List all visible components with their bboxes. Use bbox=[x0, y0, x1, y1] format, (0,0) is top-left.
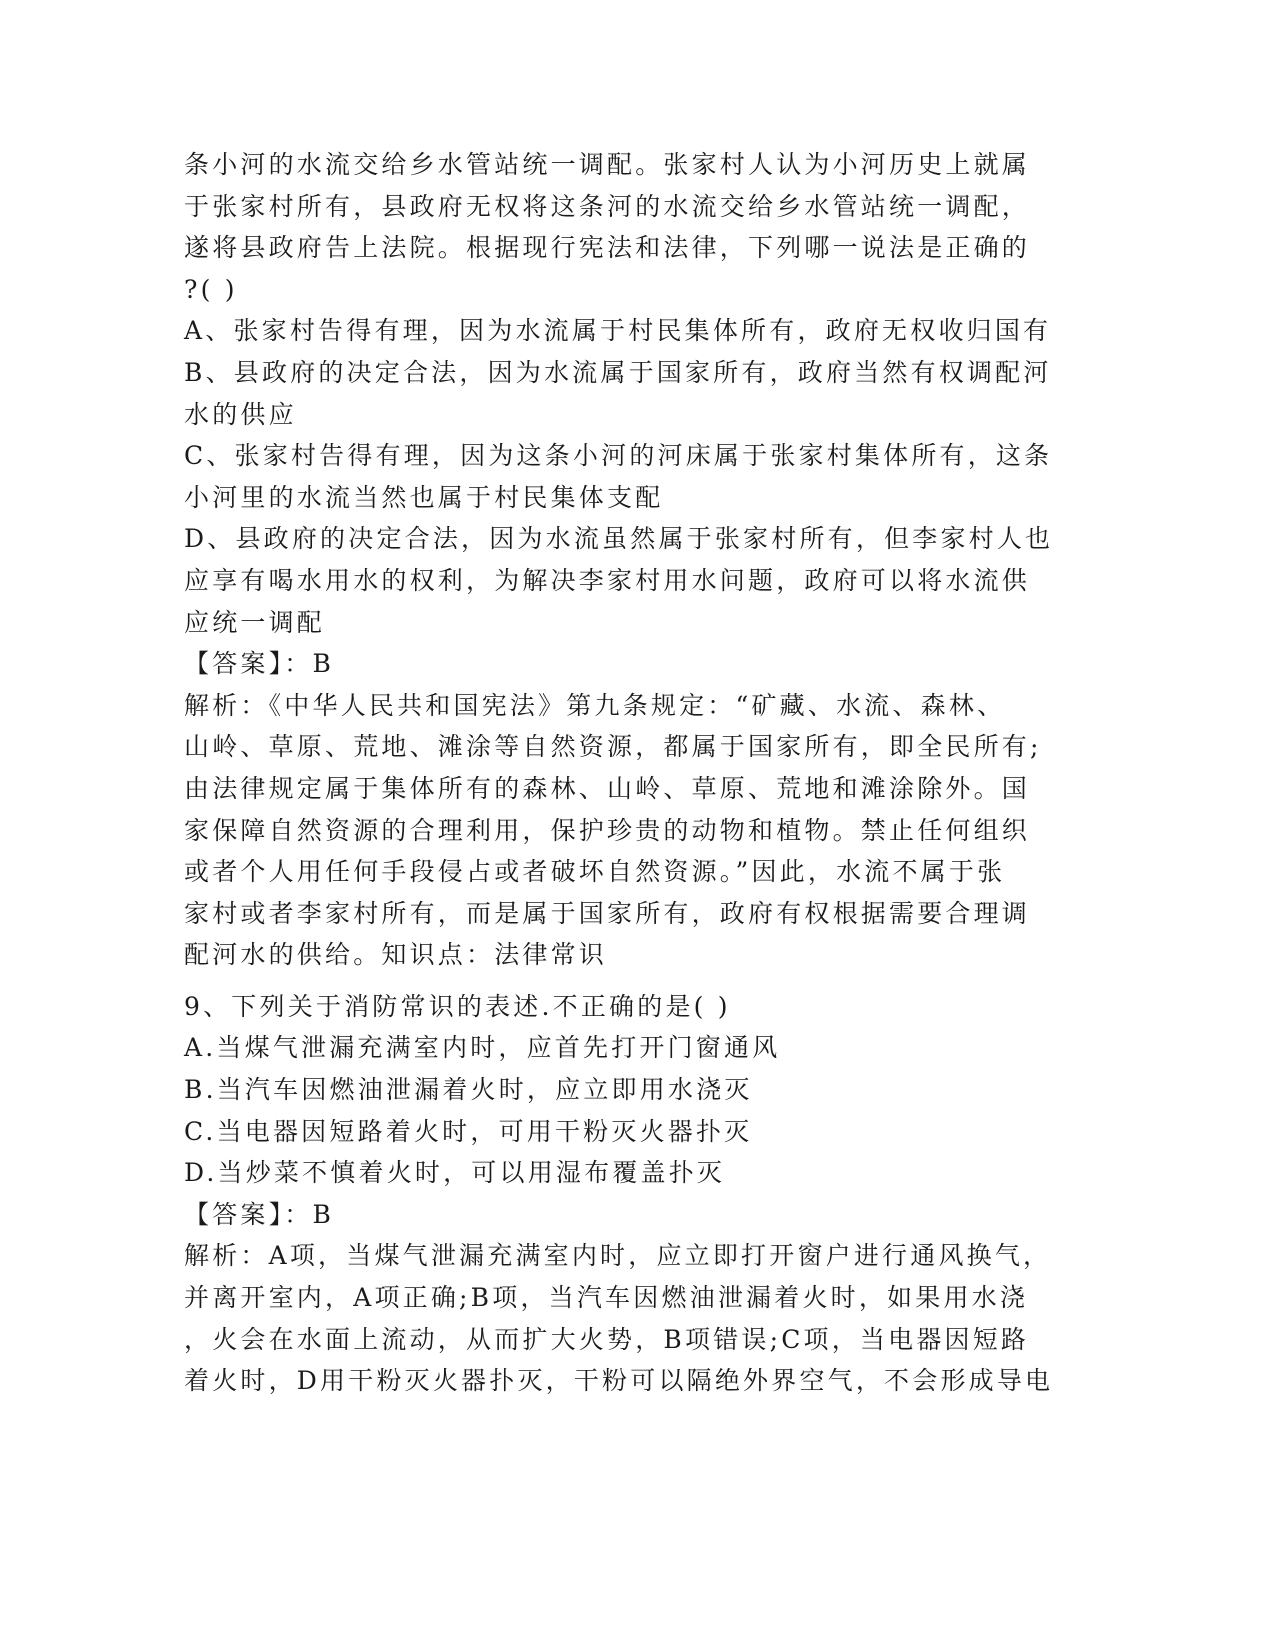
option-text: C、张家村告得有理，因为这条小河的河床属于张家村集体所有，这条 bbox=[184, 441, 1053, 471]
option-text: D、县政府的决定合法，因为水流虽然属于张家村所有，但李家村人也 bbox=[184, 524, 1054, 554]
analysis-line: 由法律规定属于集体所有的森林、山岭、草原、荒地和滩涂除外。国 bbox=[184, 773, 1031, 803]
question-8-analysis bbox=[184, 685, 1084, 976]
analysis-line: 解析：A项，当煤气泄漏充满室内时，应立即打开窗户进行通风换气， bbox=[184, 1241, 1052, 1271]
option-text: 水的供应 bbox=[184, 399, 297, 429]
analysis-line: 家保障自然资源的合理利用，保护珍贵的动物和植物。禁止任何组织 bbox=[184, 815, 1031, 845]
analysis-line: 或者个人用任何手段侵占或者破坏自然资源。”因此，水流不属于张 bbox=[184, 857, 1006, 887]
option-text: A、张家村告得有理，因为水流属于村民集体所有，政府无权收归国有 bbox=[184, 316, 1052, 346]
question-9-answer: 【答案】：B bbox=[184, 1199, 335, 1229]
analysis-line: 配河水的供给。知识点：法律常识 bbox=[184, 940, 608, 970]
option-c bbox=[184, 435, 1084, 518]
question-9-options bbox=[184, 1027, 1084, 1193]
question-8-stem bbox=[184, 144, 1084, 310]
option-a: A.当煤气泄漏充满室内时，应首先打开门窗通风 bbox=[184, 1033, 781, 1063]
analysis-line: 解析：《中华人民共和国宪法》第九条规定：“矿藏、水流、森林、 bbox=[184, 690, 1006, 720]
analysis-line: 家村或者李家村所有，而是属于国家所有，政府有权根据需要合理调 bbox=[184, 898, 1031, 928]
analysis-line: 并离开室内，A项正确;B项，当汽车因燃油泄漏着火时，如果用水浇 bbox=[184, 1283, 1029, 1313]
question-8-options bbox=[184, 310, 1084, 643]
text-line: 条小河的水流交给乡水管站统一调配。张家村人认为小河历史上就属 bbox=[184, 150, 1031, 179]
option-text: 小河里的水流当然也属于村民集体支配 bbox=[184, 482, 664, 512]
option-d: D.当炒菜不慎着火时，可以用湿布覆盖扑灭 bbox=[184, 1158, 726, 1188]
option-b bbox=[184, 352, 1084, 435]
question-8-answer: 【答案】：B bbox=[184, 649, 335, 679]
text-line: ?( ) bbox=[184, 274, 238, 304]
option-text: 应统一调配 bbox=[184, 607, 326, 637]
option-b: B.当汽车因燃油泄漏着火时，应立即用水浇灭 bbox=[184, 1075, 753, 1105]
analysis-line: ，火会在水面上流动，从而扩大火势，B项错误;C项，当电器因短路 bbox=[184, 1324, 1030, 1354]
option-d bbox=[184, 518, 1084, 643]
option-text: 应享有喝水用水的权利，为解决李家村用水问题，政府可以将水流供 bbox=[184, 565, 1031, 595]
option-text: B、县政府的决定合法，因为水流属于国家所有，政府当然有权调配河 bbox=[184, 357, 1052, 387]
document-page bbox=[184, 144, 1084, 1402]
analysis-line: 山岭、草原、荒地、滩涂等自然资源，都属于国家所有，即全民所有; bbox=[184, 732, 1042, 762]
option-a bbox=[184, 310, 1084, 352]
question-spacer bbox=[184, 976, 1084, 986]
question-9-analysis bbox=[184, 1235, 1084, 1401]
text-line: 遂将县政府告上法院。根据现行宪法和法律，下列哪一说法是正确的 bbox=[184, 233, 1031, 263]
question-9-stem: 9、下列关于消防常识的表述.不正确的是( ) bbox=[184, 991, 731, 1021]
text-line: 于张家村所有，县政府无权将这条河的水流交给乡水管站统一调配， bbox=[184, 191, 1031, 221]
option-c: C.当电器因短路着火时，可用干粉灭火器扑灭 bbox=[184, 1116, 753, 1146]
analysis-line: 着火时，D用干粉灭火器扑灭，干粉可以隔绝外界空气，不会形成导电 bbox=[184, 1366, 1054, 1396]
